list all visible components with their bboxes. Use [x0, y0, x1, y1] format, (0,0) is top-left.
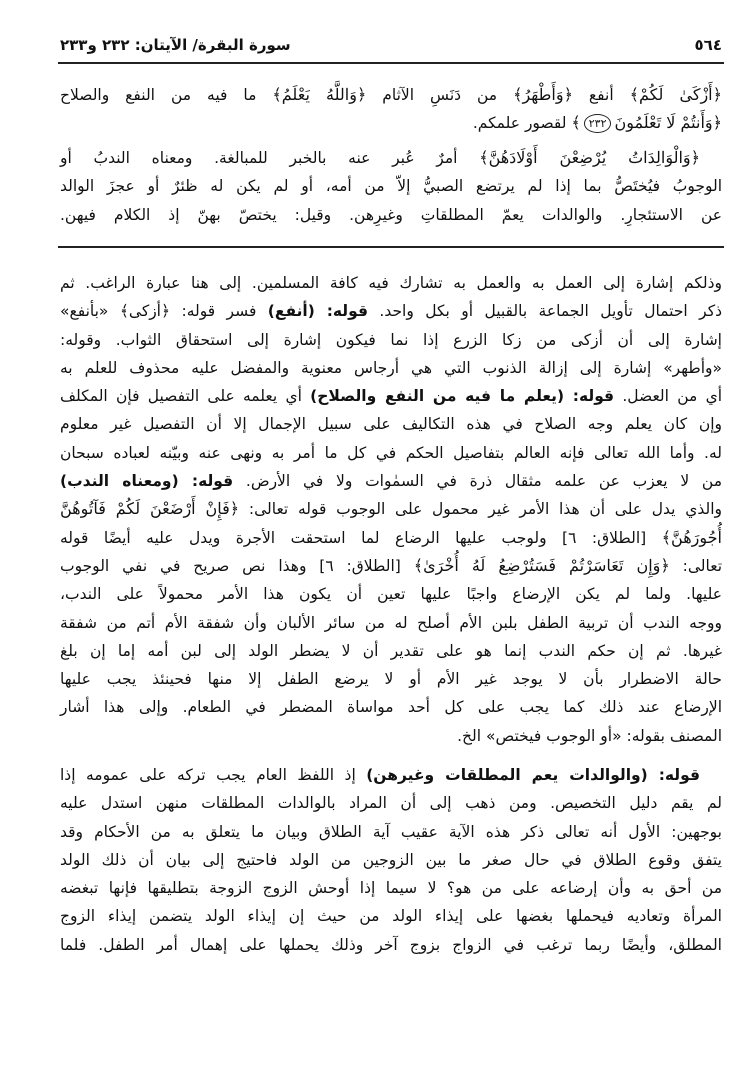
text-run: ذكر احتمال تأويل الجماعة بالقبيل أو بكل واحد.: [367, 302, 722, 321]
text-run: من دَنَسِ الآثام: [366, 86, 514, 104]
commentary-line: [60, 665, 722, 693]
quran-quote: ﴿وَأَنتُمْ لَا تَعْلَمُونَ: [614, 113, 722, 133]
main-text-paragraph: [60, 144, 722, 229]
main-line: [60, 109, 722, 137]
text-run: «وأطهر» إشارة إلى إزالة الذنوب التي هي أرجاس معنوية والمفضل عليه محذوف للعلم به: [60, 358, 722, 377]
quran-quote: أُجُورَهُنَّ﴾: [661, 527, 722, 547]
text-run: الإرضاع عند ذلك كما يجب على كل أحد مواساة المضطر في الطعام. وإلى هذا أشار: [60, 698, 722, 717]
commentary-paragraph: [60, 269, 722, 750]
text-run: الوجوبُ فيُختَصُّ بما إذا لم يرتضع الصبيُّ إلاّ من أمه، أو لم يكن له ظئرٌ أو عجزَ الوالد: [60, 177, 722, 196]
commentary-line: [60, 637, 722, 665]
text-run: لم يقم دليل التخصيص. ومن ذهب إلى أن المراد بالوالدات المطلقات منهن استدل عليه: [60, 794, 722, 813]
text-run: عن الاستئجارِ. والوالدات يعمّ المطلقاتِ وغيرِهن. وقيل: يختصّ بهنّ إذ الكلام فيهن.: [60, 205, 722, 224]
quran-quote: ﴿وَالْوَالِدَاتُ يُرْضِعْنَ أَوْلَادَهُنَّ﴾: [479, 148, 701, 167]
commentary-line: [60, 467, 722, 495]
text-run: وذلكم إشارة إلى العمل به والعمل به تشارك فيه كافة المسلمين. إلى هنا عبارة الراغب. ثم: [60, 274, 722, 292]
section-divider: [58, 246, 724, 248]
commentary-line: [60, 902, 722, 930]
bold-lemma: قوله: (والوالدات يعم المطلقات وغيرهن): [366, 766, 700, 784]
commentary-line: [60, 789, 722, 817]
text-run: فسر قوله: ﴿أزكى﴾ «بأنفع»: [60, 302, 268, 321]
header-rule: [58, 62, 724, 64]
text-run: وإن كان يعلم وجه الصلاح في هذه التكاليف على سبيل الإجمال إلا أن التفصيل غير معلوم: [60, 415, 722, 434]
text-run: تعالى:: [669, 556, 723, 575]
text-run: [الطلاق: ٦] ولوجب عليها الرضاع لما استحقت الأجرة ويدل عليه أيضًا قوله: [60, 528, 662, 547]
commentary-line: [60, 326, 722, 354]
main-line: [60, 201, 722, 229]
commentary-line: [60, 410, 722, 438]
text-run: أي يعلمه على التفصيل فإن المكلف: [60, 387, 311, 406]
commentary-line: [60, 382, 722, 410]
commentary-line: [60, 524, 722, 552]
text-run: له. وأما الله تعالى فإنه العالم بتفاصيل الحكم في كل ما أمر به ونهى عنه وبيّنه لعباده سبحان: [60, 443, 722, 462]
bold-lemma: قوله: (ومعناه الندب): [60, 472, 234, 491]
quran-quote: ﴿وَأَطْهَرُ﴾: [513, 85, 573, 104]
commentary-line: [60, 269, 722, 297]
text-run: [الطلاق: ٦] وهذا نص صريح في نفي الوجوب: [60, 556, 414, 575]
text-run: عليها. ولما لم يكن الإرضاع واجبًا عليها تعين أن يكون هذا الأمر محمولاً على الندب،: [60, 585, 722, 604]
commentary-line: [60, 297, 722, 325]
text-run: المطلق، وأيضًا ربما ترغب في الزواج بزوج آخر وذلك يحملها على إهمال أمر الطفل. فلما: [60, 935, 722, 954]
commentary-line: [60, 609, 722, 637]
bold-lemma: قوله: (يعلم ما فيه من النفع والصلاح): [310, 387, 615, 406]
text-run: المصنف بقوله: «أو الوجوب فيختص» الخ.: [457, 726, 722, 745]
text-run: أمرٌ عُبر عنه بالخبر للمبالغة. ومعناه الندبُ أو: [60, 149, 480, 167]
commentary-line: [60, 846, 722, 874]
text-run: المرأة وتعاديه فيحملها بغضها على إيذاء الولد من حيث إن إيذاء الولد يتضمن إيذاء الزوج: [60, 907, 722, 926]
main-line: [60, 172, 722, 200]
text-run: من لا يعزب عن علمه مثقال ذرة في السمٰوات ولا في الأرض.: [233, 472, 723, 491]
text-run: إذ اللفظ العام يجب تركه على عمومه إذا: [60, 766, 367, 784]
commentary-line: [60, 439, 722, 467]
ayah-number-ornament: ٢٣٢: [584, 114, 612, 133]
text-run: أي من العضل.: [614, 387, 723, 406]
text-run: يتفق وقوع الطلاق في حال صغر ما بين الزوجين من الولد فاحتيج إلى بيان أن ذلك الولد: [60, 850, 722, 869]
commentary-line: [60, 761, 722, 789]
text-run: إشارة إلى أن أزكى من زكا الزرع إذا نما فيكون إشارة إلى استحقاق الثواب. وقوله:: [60, 330, 722, 349]
text-run: ووجه الندب أن تربية الطفل بلبن الأم أصلح له من سائر الألبان وأن شفقة الأم أتم من شفقة: [60, 613, 722, 632]
main-text-paragraph: [60, 81, 722, 138]
commentary-line: [60, 693, 722, 721]
text-run: غيرها. ثم إن حكم الندب إنما هو على تقدير أن لا يضطر الولد إلى لبن أمه إما إن بلغ: [60, 641, 722, 660]
text-run: أنفع: [572, 86, 630, 104]
text-run: ما فيه من النفع والصلاح: [60, 86, 273, 104]
main-line: [60, 81, 722, 109]
quran-quote: ﴿وَإِن تَعَاسَرْتُمْ فَسَتُرْضِعُ لَهُ أُخْرَىٰ﴾: [413, 555, 670, 575]
quran-quote: ﴿وَاللَّهُ يَعْلَمُ﴾: [272, 85, 367, 104]
page-number: ٥٦٤: [694, 36, 722, 54]
text-run: لقصور علمكم.: [472, 114, 572, 133]
commentary-paragraph: [60, 761, 722, 959]
commentary-line: [60, 722, 722, 750]
quran-quote: ﴾: [571, 113, 581, 133]
quran-quote: ﴿فَإِنْ أَرْضَعْنَ لَكُمْ فَآتُوهُنَّ: [60, 499, 240, 519]
commentary-line: [60, 552, 722, 580]
commentary-line: [60, 931, 722, 959]
bold-lemma: قوله: (أنفع): [267, 302, 368, 321]
commentary-line: [60, 818, 722, 846]
quran-quote: ﴿أَزْكَىٰ لَكُمْ﴾: [629, 85, 722, 104]
text-run: من أحق به وأن إرضاعه على من هو؟ لا سيما إذا أوحش الزوج الزوجة بتطليقها فإنها تبغضه: [60, 879, 722, 898]
text-run: والذي يدل على أن هذا الأمر غير محمول على الوجوب قوله تعالى:: [239, 500, 722, 519]
commentary-line: [60, 580, 722, 608]
commentary-line: [60, 354, 722, 382]
running-title: سورة البقرة/ الآيتان: ٢٣٢ و٢٣٣: [60, 36, 291, 54]
commentary-line: [60, 495, 722, 523]
running-header: [60, 32, 722, 58]
commentary-line: [60, 874, 722, 902]
text-run: بوجهين: الأول أنه تعالى ذكر هذه الآية عقيب آية الطلاق وبيان ما يتعلق به من الأحكام وقد: [60, 822, 722, 841]
main-line: [60, 144, 722, 172]
text-run: حالة الاضطرار بأن لا يوجد غير الأم أو لا يرضع الطفل إلا منها فحينئذ يجب عليها: [60, 670, 722, 689]
